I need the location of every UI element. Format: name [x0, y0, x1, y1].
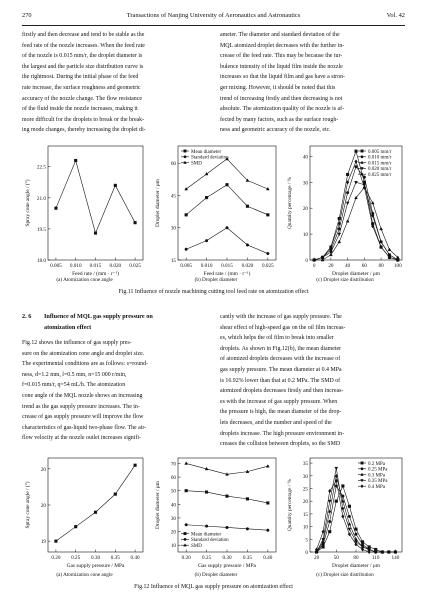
text-line: fected by many factors, such as the surface rough- [220, 116, 339, 123]
y-tick-label: 15 [170, 258, 176, 264]
plot-frame [48, 146, 143, 260]
y-tick-label: 10 [302, 524, 308, 531]
y-tick-label: 45 [170, 193, 176, 200]
text-line: bulence intensity of the liquid film inside the nozzle [220, 63, 343, 70]
text-line: droplets. As shown in Fig.12(b), the mean diameter [220, 345, 342, 352]
x-tick-label: 0.015 [89, 263, 102, 269]
data-point [205, 491, 208, 494]
text-line: firstly and then decrease and tend to be stable as the [22, 32, 145, 38]
data-point [361, 485, 363, 488]
data-point [185, 187, 188, 190]
text-line: gas supply pressure. The mean diameter at 0.4 MPa [220, 366, 342, 373]
legend-label: Standard deviation [191, 538, 229, 544]
x-tick-label: 80 [378, 263, 384, 269]
y-tick-label: 40 [302, 154, 308, 161]
text-line: es, which helps the oil film to break into smaller [220, 335, 334, 342]
fig12b-caption: (b) Droplet diameter [194, 572, 238, 578]
legend-label: 0.2 MPa [368, 461, 385, 467]
mid-left-paragraph [22, 338, 205, 444]
x-axis-label: Gas supply pressure / MPa [198, 563, 256, 569]
data-point [338, 233, 341, 236]
data-point [338, 240, 341, 243]
data-point [246, 498, 249, 501]
y-tick-label: 20 [170, 529, 176, 536]
legend-label: 0.015 mm/r [368, 161, 392, 167]
section-title-line2: atomization effect [44, 323, 92, 331]
data-point [380, 227, 383, 230]
y-tick-label: 40 [170, 502, 176, 509]
text-line: f=0.015 mm/r, q=54 mL/h. The atomization [22, 382, 126, 389]
data-point [94, 511, 97, 514]
legend-label: 0.3 MPa [368, 473, 385, 479]
x-axis-label: Feed rate / (mm · r⁻¹) [203, 271, 251, 277]
series-line [314, 182, 398, 260]
series-line [56, 465, 135, 541]
data-point [342, 485, 345, 488]
fig11c-caption: (c) Droplet size distribution [316, 277, 374, 283]
page-number: 270 [22, 12, 32, 19]
fig12a-chart [22, 452, 147, 582]
y-tick-label: 30 [170, 515, 176, 522]
legend-label: SMD [191, 544, 202, 549]
text-line: rate increase, the surface roughness and geometric [22, 84, 141, 91]
text-line: ameter. The diameter and standard deviation of the [220, 32, 340, 38]
data-point [348, 522, 351, 525]
data-point [55, 540, 58, 543]
data-point [205, 239, 208, 242]
x-tick-label: 0 [312, 263, 316, 269]
y-tick-label: 50 [170, 488, 176, 495]
fig11-caption: Fig.11 Influence of nozzle machining cutting tool feed rate on atomization effect [118, 289, 309, 295]
series-1 [55, 464, 137, 543]
data-point [185, 489, 188, 492]
data-point [114, 493, 117, 496]
y-tick-label: 10 [302, 232, 308, 239]
y-tick-label: 22.5 [36, 164, 46, 171]
data-point [184, 544, 187, 546]
data-point [205, 196, 208, 199]
text-line: of atomized droplets decreases with the increase of [220, 356, 341, 363]
data-point [184, 156, 186, 158]
data-point [361, 479, 364, 481]
data-point [355, 528, 358, 531]
x-tick-label: 80 [353, 555, 359, 561]
series-line [314, 167, 398, 260]
data-point [94, 232, 97, 235]
text-line: absolute. The atomization quality of the nozzle is af- [220, 106, 345, 113]
y-tick-label: 35 [302, 461, 308, 468]
data-point [361, 548, 364, 551]
text-line: of the fluid inside the nozzle increases, making it [22, 106, 138, 113]
x-tick-label: 0.30 [90, 555, 101, 561]
fig12c-chart [284, 452, 406, 582]
x-axis-label: Gas supply pressure / MPa [66, 563, 125, 569]
data-point [348, 528, 351, 531]
text-line: characteristics of gas-liquid two-phase flow. The air- [22, 424, 147, 431]
y-axis-label: Spray cone angle / (°) [25, 179, 31, 227]
x-tick-label: 0.005 [180, 263, 193, 269]
section-number: 2. 6 [22, 313, 32, 320]
x-axis-label: Droplet diameter / μm [332, 563, 380, 569]
data-point [226, 183, 229, 186]
data-point [185, 462, 188, 465]
data-point [355, 165, 358, 168]
data-point [328, 520, 331, 523]
data-point [361, 468, 363, 470]
text-line: cantly with the increase of gas supply pressure. The [220, 314, 342, 320]
text-line: accuracy of the nozzle change. The flow resistance [22, 95, 142, 102]
top-right-paragraph [220, 30, 405, 136]
data-point [361, 150, 363, 152]
text-line: the pressure is high, the mean diameter of the drop- [220, 409, 342, 416]
series-4 [313, 181, 399, 261]
y-axis-label: Droplet diameter / μm [155, 179, 161, 227]
x-tick-label: 0.30 [222, 555, 232, 561]
data-point [361, 462, 363, 464]
series-5 [315, 479, 396, 554]
text-line: atomized droplets decreases firstly and then increas- [220, 388, 344, 395]
legend [181, 532, 229, 549]
legend-label: 0.020 mm/r [368, 167, 392, 173]
text-line: crease of gas supply pressure will improve the flow [22, 414, 144, 421]
data-point [346, 202, 349, 205]
journal-title: Transactions of Nanjing University of Aeronautics and Astronautics [126, 12, 301, 19]
data-point [185, 214, 188, 217]
x-tick-label: 0.25 [71, 555, 81, 561]
legend-label: Mean diameter [191, 532, 222, 538]
data-point [322, 546, 325, 549]
text-line: is 16.92% lower than that at 0.2 MPa. The SMD of [220, 377, 341, 384]
data-point [346, 191, 349, 194]
data-point [266, 465, 269, 468]
fig12c-caption: (c) Droplet size distribution [316, 572, 374, 578]
legend-label: 0.35 MPa [368, 479, 388, 485]
data-point [346, 173, 349, 176]
text-line: crease of the feed rate. This may be because the tur- [220, 53, 343, 60]
fig11c-chart [284, 140, 406, 290]
data-point [246, 205, 249, 208]
data-point [361, 473, 364, 475]
data-point [348, 505, 351, 508]
fig12a-caption: (a) Atomization cone angle [56, 572, 113, 578]
data-point [226, 526, 229, 529]
x-tick-label: 0.020 [109, 263, 122, 269]
x-tick-label: 0.010 [69, 263, 82, 269]
series-2 [313, 165, 399, 261]
x-tick-label: 0.025 [261, 263, 274, 269]
data-point [388, 248, 391, 251]
x-tick-label: 100 [393, 263, 402, 269]
x-tick-label: 40 [345, 263, 351, 269]
x-tick-label: 0.020 [241, 263, 254, 269]
text-line: shear effect of high-speed gas on the oil film increas- [220, 324, 346, 331]
data-point [348, 515, 351, 518]
text-line: es with the increase of gas supply pressure. When [220, 398, 338, 405]
legend-label: 0.4 MPa [368, 485, 385, 490]
legend [358, 150, 392, 178]
data-point [134, 221, 137, 224]
text-line: increases so that the liquid film and gas have a stron- [220, 74, 345, 81]
data-point [74, 525, 77, 528]
series-2 [185, 226, 269, 254]
x-tick-label: 0.005 [50, 263, 62, 269]
legend [358, 462, 388, 490]
text-line: sure on the atomization cone angle and droplet size. [22, 350, 145, 357]
series-line [56, 161, 135, 234]
text-line: ness and geometric accuracy of the nozzle, etc. [220, 127, 331, 134]
section-title-line1: Influence of MQL gas supply pressure on [44, 313, 153, 320]
data-point [184, 150, 186, 152]
y-tick-label: 30 [170, 225, 176, 232]
text-line: cone angle of the MQL nozzle shows an increasing [22, 392, 143, 399]
y-tick-label: 19 [40, 539, 46, 546]
text-line: feed rate of the nozzle increases. When the feed rate [22, 42, 145, 49]
x-tick-label: 0.20 [181, 555, 191, 561]
text-line: Fig.12 shows the influence of gas supply pres- [22, 340, 132, 346]
data-point [371, 201, 374, 204]
data-point [184, 161, 187, 163]
data-point [355, 533, 358, 536]
data-point [361, 156, 363, 158]
header-rule [22, 25, 405, 26]
legend [181, 150, 229, 167]
x-axis-label: Feed rate / (mm · r⁻¹) [72, 271, 119, 277]
data-point [267, 502, 270, 505]
data-point [267, 252, 270, 255]
text-line: trend as the gas supply pressure increases. The in- [22, 403, 140, 410]
x-tick-label: 0.40 [130, 555, 140, 561]
y-axis-label: Quantity percentage / % [287, 478, 293, 532]
text-line: the largest and the particle size distribution curve is [22, 63, 144, 70]
fig11b-caption: (b) Droplet diameter [194, 277, 238, 283]
data-point [328, 530, 331, 533]
text-line: MQL atomized droplet decreases with the further in- [220, 42, 345, 49]
legend-label: Standard deviation [191, 155, 229, 161]
fig12b-chart [152, 452, 280, 582]
x-tick-label: 0.35 [110, 555, 120, 561]
data-point [185, 248, 188, 251]
data-point [134, 464, 137, 467]
x-tick-label: 60 [361, 263, 367, 269]
y-axis-label: Spray cone angle / (°) [25, 481, 31, 529]
data-point [205, 525, 208, 528]
data-point [246, 244, 249, 247]
y-tick-label: 60 [170, 161, 176, 168]
fig11a-caption: (a) Atomization cone angle [56, 277, 113, 283]
series-1 [55, 159, 137, 234]
y-tick-label: 20 [40, 503, 46, 509]
data-point [226, 495, 229, 498]
fig12-caption: Fig.12 Influence of MQL gas supply pressure on atomization effect [134, 584, 293, 590]
data-point [55, 207, 58, 210]
volume-label: Vol. 42 [386, 12, 405, 19]
text-line: ger mixing. However, it should be noted that this [220, 84, 336, 91]
legend-label: 0.025 mm/r [368, 173, 392, 178]
text-line: creases the collision between droplets, so the SMD [220, 441, 341, 448]
data-point [328, 500, 331, 503]
legend-label: 0.25 MPa [368, 467, 388, 473]
fig11b-chart [152, 140, 280, 290]
x-tick-label: 140 [391, 555, 400, 561]
data-point [185, 523, 188, 526]
data-point [184, 538, 186, 540]
fig11a-chart [22, 140, 147, 290]
data-point [346, 181, 349, 184]
x-tick-label: 110 [371, 555, 380, 561]
text-line: trend of increasing firstly and then decreasing is not [220, 95, 343, 102]
data-point [361, 161, 364, 163]
top-left-paragraph [22, 30, 205, 136]
section-heading [22, 312, 205, 333]
legend-label: 0.010 mm/r [368, 155, 392, 161]
mid-right-paragraph [220, 312, 405, 450]
text-line: lets decreases, and the number and speed of the [220, 419, 332, 426]
series-line [186, 228, 268, 254]
data-point [74, 159, 77, 162]
y-tick-label: 70 [170, 461, 176, 468]
x-tick-label: 20 [313, 555, 320, 561]
y-tick-label: 20 [40, 466, 46, 473]
data-point [342, 515, 345, 518]
data-point [335, 467, 338, 470]
series-line [186, 185, 268, 215]
text-line: The experimental conditions are as follows: s=round- [22, 361, 149, 368]
y-axis-label: Quantity percentage / % [287, 176, 293, 230]
y-tick-label: 30 [302, 180, 308, 187]
text-line: the rightmost. During the initial phase of the feed [22, 74, 139, 81]
x-tick-label: 0.20 [51, 555, 61, 561]
data-point [355, 160, 358, 163]
series-3 [185, 462, 270, 475]
text-line: of the nozzle is 0.015 mm/r, the droplet diameter is [22, 53, 143, 60]
series-1 [185, 183, 269, 216]
y-tick-label: 20 [302, 499, 308, 506]
x-tick-label: 50 [333, 555, 339, 561]
y-tick-label: 10 [170, 543, 176, 550]
y-tick-label: 5 [305, 537, 308, 544]
y-tick-label: 15 [302, 511, 308, 518]
y-tick-label: 60 [170, 475, 176, 482]
data-point [368, 550, 371, 553]
y-tick-label: 21.0 [36, 195, 46, 202]
y-axis-label: Droplet diameter / μm [155, 481, 161, 529]
data-point [267, 214, 270, 217]
text-line: ing mode changes, thereby increasing the droplet di- [22, 127, 146, 134]
x-tick-label: 0.015 [221, 263, 233, 269]
x-tick-label: 0.010 [200, 263, 213, 269]
data-point [335, 500, 338, 503]
text-line: ness, d=1.2 mm, l=0.5 mm, n=15 000 r/min, [22, 371, 127, 378]
y-tick-label: 19.5 [36, 226, 46, 233]
y-tick-label: 0 [305, 550, 308, 556]
data-point [363, 176, 366, 179]
y-tick-label: 25 [302, 486, 308, 493]
data-point [226, 226, 229, 229]
y-tick-label: 18.0 [36, 258, 46, 264]
data-point [355, 150, 358, 153]
y-tick-label: 20 [302, 206, 308, 213]
plot-frame [48, 458, 143, 552]
series-1 [185, 489, 269, 504]
text-line: droplets increase. The high pressure environment in- [220, 430, 345, 437]
y-tick-label: 0 [305, 258, 308, 264]
text-line: more difficult for the droplets to break or the break- [22, 116, 145, 123]
data-point [328, 510, 331, 513]
legend-label: 0.005 mm/r [368, 149, 392, 155]
data-point [114, 184, 117, 187]
data-point [267, 529, 270, 532]
y-tick-label: 30 [302, 473, 308, 480]
page-header [22, 12, 405, 22]
x-tick-label: 0.025 [129, 263, 141, 269]
legend-label: Mean diameter [191, 149, 222, 155]
data-point [246, 528, 249, 531]
data-point [205, 172, 208, 175]
x-tick-label: 0.40 [263, 555, 273, 561]
data-point [184, 532, 186, 534]
x-axis-label: Droplet diameter / μm [332, 271, 380, 277]
legend-label: SMD [191, 161, 202, 167]
x-tick-label: 0.35 [242, 555, 252, 561]
data-point [346, 220, 349, 223]
text-line: flow velocity at the nozzle outlet increases signifi- [22, 435, 141, 442]
series-2 [185, 523, 269, 531]
x-tick-label: 0.25 [202, 555, 212, 561]
x-tick-label: 20 [328, 263, 334, 269]
